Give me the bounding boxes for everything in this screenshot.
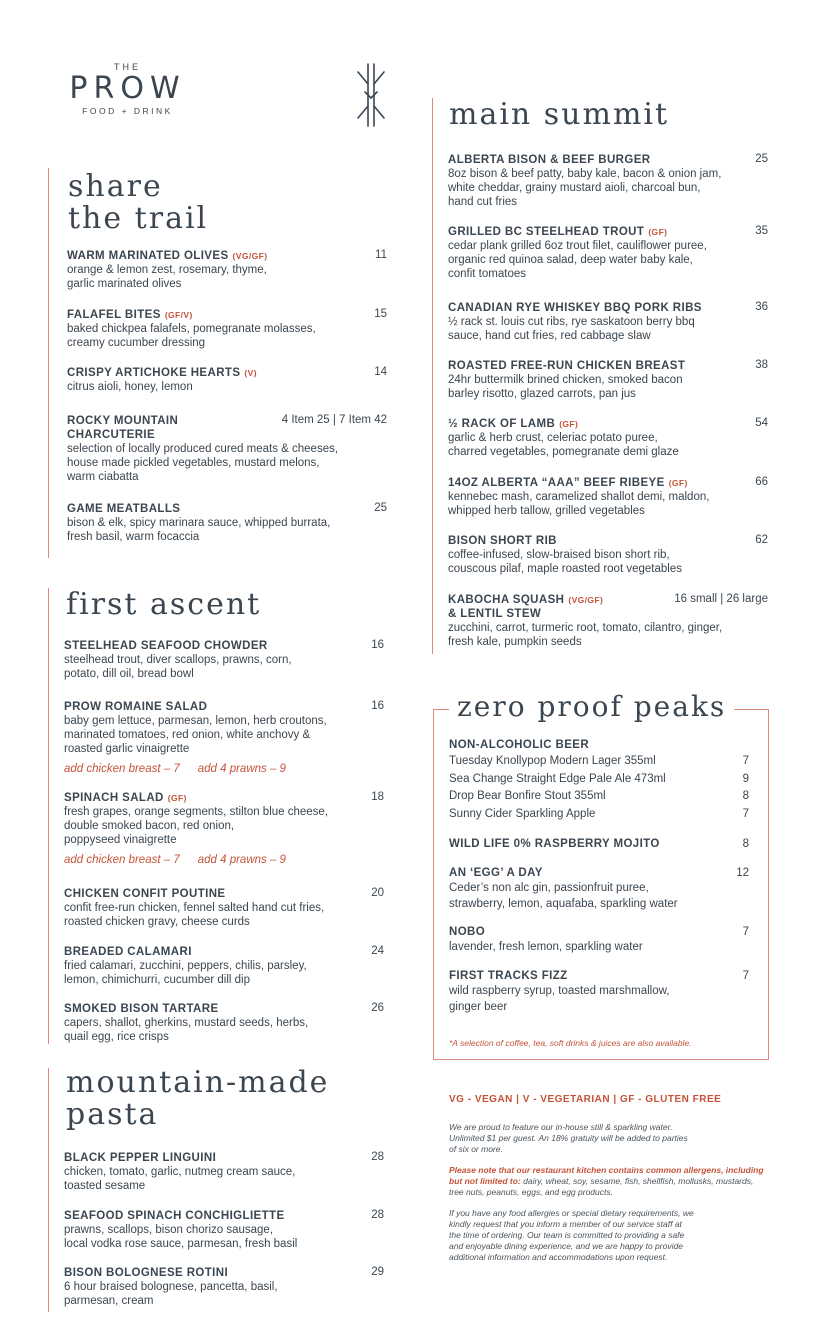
drink-description: strawberry, lemon, aquafaba, sparkling water: [449, 898, 678, 910]
drink-description: lavender, fresh lemon, sparkling water: [449, 941, 643, 953]
requirements-note-line: and enjoyable dining experience, and we are happy to provide: [449, 1241, 683, 1251]
item-description: quail egg, rice crisps: [64, 1031, 169, 1043]
item-description: charred vegetables, pomegranate demi glaze: [448, 446, 679, 458]
drink-description: ginger beer: [449, 1001, 508, 1013]
item-description: white cheddar, grainy mustard aioli, charcoal bun,: [448, 182, 701, 194]
beer-row: [449, 789, 749, 803]
item-name: [67, 308, 387, 322]
item-description: confit tomatoes: [448, 268, 526, 280]
item-name: [64, 887, 384, 901]
item-description: fresh basil, warm focaccia: [67, 531, 200, 543]
drink-description: wild raspberry syrup, toasted marshmallow,: [449, 985, 670, 997]
drink-item: [449, 866, 749, 912]
menu-item: [64, 1002, 384, 1044]
item-description: baked chickpea falafels, pomegranate molasses,: [67, 323, 316, 335]
item-price: 15: [374, 308, 387, 320]
item-price: 18: [371, 791, 384, 803]
menu-item: [448, 476, 768, 518]
trekking-poles-icon: [354, 62, 388, 128]
item-price: 24: [371, 945, 384, 957]
drink-description: Ceder’s non alc gin, passionfruit puree,: [449, 882, 649, 894]
main-title: main summit: [449, 97, 670, 132]
logo-tagline: FOOD + DRINK: [82, 106, 173, 116]
drink-price: 8: [742, 838, 749, 850]
item-name-text: 14OZ ALBERTA “AAA” BEEF RIBEYE: [448, 477, 665, 489]
menu-item: [448, 301, 768, 343]
item-description: prawns, scallops, bison chorizo sausage,: [64, 1224, 274, 1236]
menu-item: [64, 887, 384, 929]
menu-item: [448, 359, 768, 401]
drink-item: [449, 969, 749, 1015]
water-note-line: of six or more.: [449, 1144, 503, 1154]
item-description: fried calamari, zucchini, peppers, chilis, parsley,: [64, 960, 307, 972]
menu-item: [64, 791, 384, 867]
diet-tag: (GF/V): [164, 310, 193, 320]
share-section-rule: [48, 168, 49, 558]
item-description: steelhead trout, diver scallops, prawns, corn,: [64, 654, 292, 666]
item-name-text: SEAFOOD SPINACH CONCHIGLIETTE: [64, 1210, 285, 1222]
beer-row: [449, 807, 749, 821]
item-description: orange & lemon zest, rosemary, thyme,: [67, 264, 267, 276]
item-price: 4 Item 25 | 7 Item 42: [281, 414, 387, 426]
item-price: 28: [371, 1151, 384, 1163]
item-name-text: ALBERTA BISON & BEEF BURGER: [448, 154, 651, 166]
addon-chicken: add chicken breast – 7: [64, 854, 180, 866]
menu-item: [64, 1266, 384, 1308]
item-name-text: BISON BOLOGNESE ROTINI: [64, 1267, 229, 1279]
item-description: couscous pilaf, maple roasted root vegetables: [448, 563, 682, 575]
beer-price: 7: [742, 807, 749, 820]
beer-price: 7: [742, 755, 749, 767]
item-description: fresh kale, pumpkin seeds: [448, 636, 582, 648]
item-price: 16: [371, 700, 384, 712]
beer-row: [449, 754, 749, 768]
item-price: 25: [755, 153, 768, 165]
item-price: 28: [371, 1209, 384, 1221]
first-section-rule: [48, 588, 49, 1044]
item-name-line2: CHARCUTERIE: [67, 429, 156, 441]
item-description: garlic marinated olives: [67, 278, 182, 290]
drink-name: WILD LIFE 0% RASPBERRY MOJITO: [449, 838, 660, 850]
item-price: 25: [374, 502, 387, 514]
pasta-title-line2: pasta: [66, 1097, 159, 1132]
item-description: bison & elk, spicy marinara sauce, whipped burrata,: [67, 517, 331, 529]
item-name-text: CANADIAN RYE WHISKEY BBQ PORK RIBS: [448, 302, 702, 314]
item-price: 14: [374, 366, 387, 378]
item-price: 36: [755, 301, 768, 313]
item-description: chicken, tomato, garlic, nutmeg cream sauce,: [64, 1166, 296, 1178]
item-description: 8oz bison & beef patty, baby kale, bacon & onion jam,: [448, 168, 722, 180]
item-name-text: KABOCHA SQUASH: [448, 594, 565, 606]
item-description: hand cut fries: [448, 196, 518, 208]
drink-price: 12: [736, 867, 749, 879]
item-description: local vodka rose sauce, parmesan, fresh basil: [64, 1238, 298, 1250]
item-name: [64, 700, 384, 714]
diet-tag: (GF): [648, 227, 668, 237]
menu-item: [64, 1151, 384, 1193]
allergen-note-emphasis: Please note that our restaurant kitchen contains common allergens, including but not limited to:: [449, 1165, 764, 1186]
beer-heading: NON-ALCOHOLIC BEER: [449, 739, 590, 751]
item-description: whipped herb tallow, grilled vegetables: [448, 505, 645, 517]
diet-tag: (VG/GF): [232, 251, 268, 261]
item-price: 11: [375, 249, 387, 261]
item-description: 24hr buttermilk brined chicken, smoked bacon: [448, 374, 683, 386]
item-description: double smoked bacon, red onion,: [64, 820, 235, 832]
menu-item: [448, 225, 768, 281]
item-name: [64, 945, 384, 959]
menu-item: [67, 249, 387, 291]
item-name: [448, 153, 768, 167]
item-name: [67, 249, 387, 263]
item-name-text: CHICKEN CONFIT POUTINE: [64, 888, 226, 900]
item-description: citrus aioli, honey, lemon: [67, 381, 193, 393]
item-price: 29: [371, 1266, 384, 1278]
menu-item: [67, 308, 387, 350]
item-price: 54: [755, 417, 768, 429]
beer-name: Tuesday Knollypop Modern Lager 355ml: [449, 755, 656, 767]
logo-the: THE: [114, 62, 141, 72]
item-description: marinated tomatoes, red onion, white anchovy &: [64, 729, 311, 741]
drink-item: [449, 837, 749, 851]
drink-price: 7: [742, 926, 749, 938]
item-description: confit free-run chicken, fennel salted hand cut fries,: [64, 902, 325, 914]
menu-item: [448, 417, 768, 459]
item-description: cedar plank grilled 6oz trout filet, cauliflower puree,: [448, 240, 707, 252]
item-description: creamy cucumber dressing: [67, 337, 206, 349]
water-note-line: Unlimited $1 per guest. An 18% gratuity will be added to parties: [449, 1133, 688, 1143]
item-price: 35: [755, 225, 768, 237]
diet-legend: VG - VEGAN | V - VEGETARIAN | GF - GLUTEN FREE: [449, 1094, 722, 1105]
item-name-text: FALAFEL BITES: [67, 309, 161, 321]
item-name-text: SPINACH SALAD: [64, 792, 164, 804]
allergen-note: [449, 1165, 769, 1198]
item-name-text: GRILLED BC STEELHEAD TROUT: [448, 226, 645, 238]
menu-item: [448, 153, 768, 209]
item-description: garlic & herb crust, celeriac potato puree,: [448, 432, 658, 444]
menu-item: [64, 700, 384, 776]
item-price: 62: [755, 534, 768, 546]
item-description: organic red quinoa salad, deep water baby kale,: [448, 254, 693, 266]
item-description: selection of locally produced cured meats & cheeses,: [67, 443, 339, 455]
diet-tag: (V): [244, 368, 257, 378]
item-description: roasted garlic vinaigrette: [64, 743, 190, 755]
item-name-text: PROW ROMAINE SALAD: [64, 701, 208, 713]
item-description: capers, shallot, gherkins, mustard seeds, herbs,: [64, 1017, 309, 1029]
item-description: parmesan, cream: [64, 1295, 154, 1307]
item-name: [448, 359, 768, 373]
drink-name: FIRST TRACKS FIZZ: [449, 970, 568, 982]
beer-price: 9: [742, 772, 749, 785]
item-name-text: ROCKY MOUNTAIN: [67, 415, 179, 427]
item-name: [448, 476, 768, 490]
item-description: toasted sesame: [64, 1180, 146, 1192]
menu-item: [64, 1209, 384, 1251]
first-title: first ascent: [66, 587, 262, 622]
item-description: fresh grapes, orange segments, stilton blue cheese,: [64, 806, 329, 818]
drink-name: AN ‘EGG’ A DAY: [449, 867, 543, 879]
pasta-title: [66, 1065, 330, 1132]
drink-name: NOBO: [449, 926, 486, 938]
item-name-text: ½ RACK OF LAMB: [448, 418, 556, 430]
item-price: 20: [371, 887, 384, 899]
item-name: [64, 791, 384, 805]
water-note-line: We are proud to feature our in-house still & sparkling water.: [449, 1122, 673, 1132]
item-name: [64, 1209, 384, 1223]
menu-item: [64, 945, 384, 987]
menu-item: [448, 593, 768, 649]
requirements-note-line: the time of ordering. Our team is committed to providing a safe: [449, 1230, 685, 1240]
pasta-section-rule: [48, 1068, 49, 1312]
item-name-line2: & LENTIL STEW: [448, 608, 542, 620]
diet-tag: (GF): [668, 478, 688, 488]
beer-row: [449, 772, 749, 786]
item-description: zucchini, carrot, turmeric root, tomato, cilantro, ginger,: [448, 622, 723, 634]
item-description: coffee-infused, slow-braised bison short rib,: [448, 549, 670, 561]
item-description: sauce, hand cut fries, red cabbage slaw: [448, 330, 651, 342]
logo: [55, 62, 200, 116]
drink-price: 7: [742, 970, 749, 982]
item-name: [448, 225, 768, 239]
share-title-line1: share: [68, 169, 163, 204]
item-description: 6 hour braised bolognese, pancetta, basil,: [64, 1281, 278, 1293]
item-price: 66: [755, 476, 768, 488]
item-price: 16 small | 26 large: [674, 593, 768, 605]
item-name-text: GAME MEATBALLS: [67, 503, 181, 515]
menu-item: [64, 639, 384, 681]
item-description: potato, dill oil, bread bowl: [64, 668, 194, 680]
diet-tag: (GF): [559, 419, 579, 429]
addon-chicken: add chicken breast – 7: [64, 763, 180, 775]
item-name-text: SMOKED BISON TARTARE: [64, 1003, 219, 1015]
item-price: 26: [371, 1002, 384, 1014]
zero-proof-list: [449, 738, 749, 1058]
diet-tag: (GF): [167, 793, 187, 803]
addon-options: [64, 853, 384, 867]
share-title: [68, 169, 209, 236]
menu-item: [67, 414, 387, 484]
item-name-text: WARM MARINATED OLIVES: [67, 250, 229, 262]
item-description: poppyseed vinaigrette: [64, 834, 177, 846]
menu-item: [67, 502, 387, 544]
item-description: baby gem lettuce, parmesan, lemon, herb croutons,: [64, 715, 327, 727]
addon-prawns: add 4 prawns – 9: [197, 763, 286, 775]
item-description: house made pickled vegetables, mustard melons,: [67, 457, 320, 469]
requirements-note-line: If you have any food allergies or special dietary requirements, we: [449, 1208, 694, 1218]
item-description: ½ rack st. louis cut ribs, rye saskatoon berry bbq: [448, 316, 695, 328]
beer-name: Sunny Cider Sparkling Apple: [449, 807, 596, 820]
beer-price: 8: [742, 790, 749, 802]
item-name: [448, 301, 768, 315]
item-description: lemon, chimichurri, cucumber dill dip: [64, 974, 250, 986]
item-name-text: ROASTED FREE-RUN CHICKEN BREAST: [448, 360, 686, 372]
item-description: roasted chicken gravy, cheese curds: [64, 916, 250, 928]
beer-name: Drop Bear Bonfire Stout 355ml: [449, 790, 606, 802]
item-description: barley risotto, glazed carrots, pan jus: [448, 388, 636, 400]
addon-prawns: add 4 prawns – 9: [197, 854, 286, 866]
item-name-text: BISON SHORT RIB: [448, 535, 557, 547]
item-name: [64, 1002, 384, 1016]
logo-wordmark: PROW: [69, 71, 186, 106]
requirements-note-line: kindly request that you inform a member of our service staff at: [449, 1219, 682, 1229]
notes: [449, 1122, 769, 1263]
requirements-note-line: additional information and accommodations upon request.: [449, 1252, 668, 1262]
share-title-line2: the trail: [68, 201, 209, 236]
beer-name: Sea Change Straight Edge Pale Ale 473ml: [449, 772, 666, 785]
menu-item: [67, 366, 387, 394]
requirements-note: [449, 1208, 769, 1263]
item-price: 16: [371, 639, 384, 651]
item-name: [64, 639, 384, 653]
menu-item: [448, 534, 768, 576]
item-name-text: BREADED CALAMARI: [64, 946, 192, 958]
item-price: 38: [755, 359, 768, 371]
item-name: [67, 366, 387, 380]
item-name: [64, 1266, 384, 1280]
item-name: [64, 1151, 384, 1165]
drink-item: [449, 925, 749, 955]
item-name: [448, 534, 768, 548]
addon-options: [64, 762, 384, 776]
item-description: kennebec mash, caramelized shallot demi, maldon,: [448, 491, 710, 503]
diet-tag: (VG/GF): [568, 595, 604, 605]
item-name-text: CRISPY ARTICHOKE HEARTS: [67, 367, 241, 379]
item-name-text: BLACK PEPPER LINGUINI: [64, 1152, 217, 1164]
item-name: [448, 417, 768, 431]
allergen-note-text: dairy, wheat, soy, sesame, fish, shellfish, mollusks, mustards, tree nuts, peanuts, eggs, and egg products.: [449, 1176, 754, 1197]
water-note: [449, 1122, 769, 1155]
pasta-title-line1: mountain-made: [66, 1065, 330, 1100]
main-section-rule: [432, 98, 433, 654]
item-name: [67, 502, 387, 516]
item-description: warm ciabatta: [67, 471, 139, 483]
zero-footnote: *A selection of coffee, tea, soft drinks & juices are also available.: [449, 1038, 692, 1048]
zero-title: zero proof peaks: [449, 690, 734, 723]
item-name-text: STEELHEAD SEAFOOD CHOWDER: [64, 640, 268, 652]
